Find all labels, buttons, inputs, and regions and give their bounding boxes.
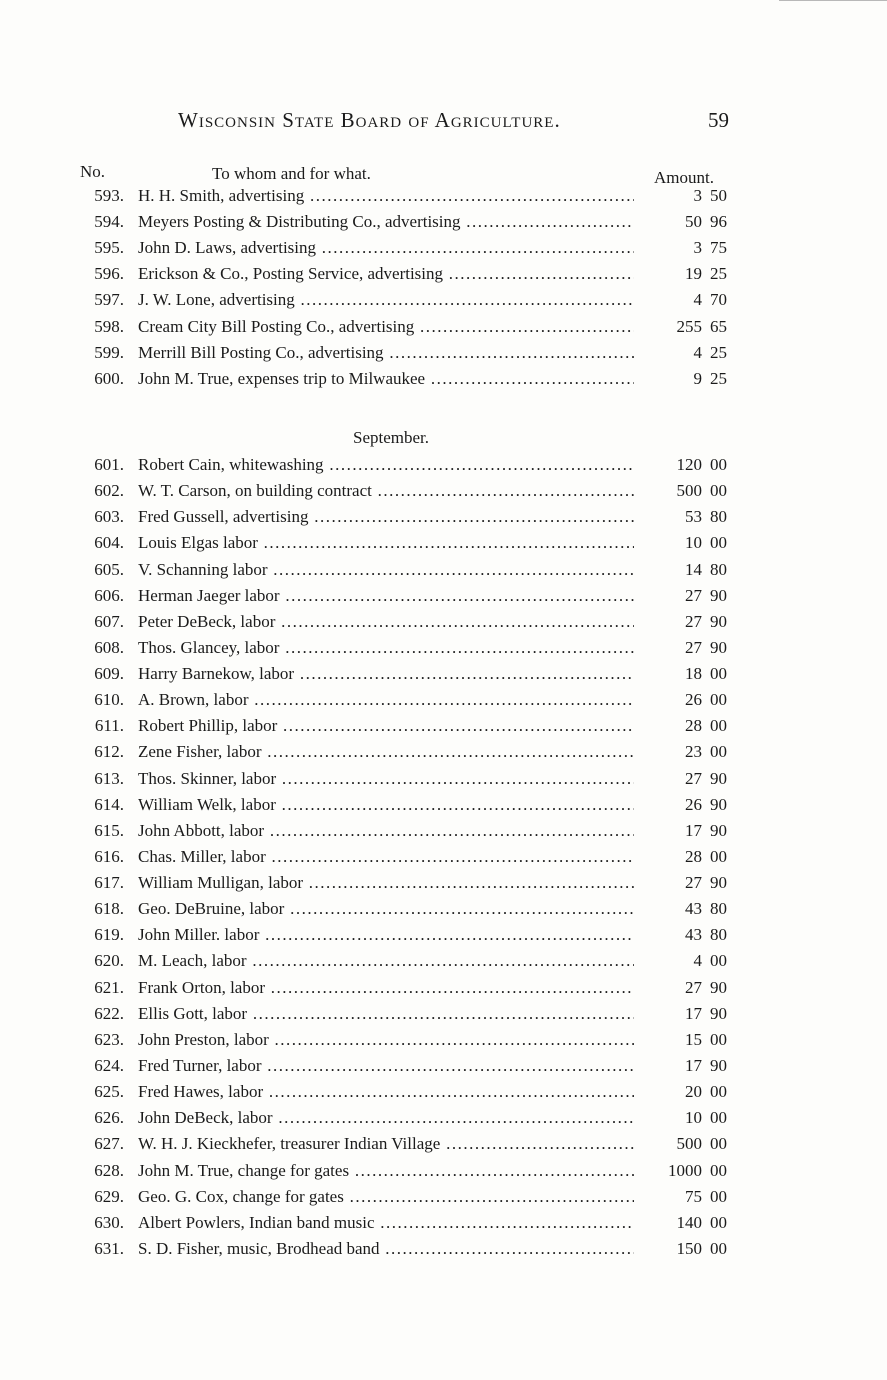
ledger-row <box>0 455 887 481</box>
entry-number: 600. <box>94 368 124 388</box>
entry-description: Thos. Glancey, labor ..... <box>138 638 634 658</box>
entry-number: 618. <box>94 899 124 919</box>
entry-description: S. D. Fisher, music, Brodhead band ..... <box>138 1239 634 1259</box>
amount-cents: 00 <box>710 846 727 866</box>
amount-dollars: 3 <box>693 186 702 205</box>
amount-dollars: 255 <box>676 316 702 336</box>
amount-cents: 90 <box>710 873 727 893</box>
page-number: 59 <box>708 108 729 132</box>
entry-number: 626. <box>94 1108 124 1128</box>
ledger-row <box>0 1030 887 1056</box>
amount-cents: 90 <box>710 820 727 840</box>
amount-cents: 00 <box>710 481 727 501</box>
amount-dollars: 23 <box>685 742 702 762</box>
entry-number: 615. <box>94 820 124 840</box>
entry-description: Fred Gussell, advertising ..... <box>138 507 634 527</box>
entry-number: 604. <box>94 533 124 553</box>
entry-description: John Abbott, labor ..... <box>138 821 634 841</box>
amount-cents: 90 <box>710 1055 727 1075</box>
entry-number: 594. <box>94 212 124 232</box>
amount-dollars: 10 <box>685 533 702 553</box>
entry-description: Frank Orton, labor ..... <box>138 978 634 998</box>
entry-number: 607. <box>94 611 124 631</box>
amount-cents: 90 <box>710 794 727 814</box>
amount-dollars: 4 <box>693 290 702 310</box>
entry-description: John M. True, change for gates ..... <box>138 1161 634 1181</box>
amount-dollars: 500 <box>676 481 702 501</box>
entry-description: John Preston, labor ..... <box>138 1030 634 1050</box>
entry-number: 609. <box>94 664 124 684</box>
amount-cents: 90 <box>710 585 727 605</box>
amount-cents: 00 <box>710 1082 727 1102</box>
entry-description: A. Brown, labor ..... <box>138 690 634 710</box>
amount-cents: 00 <box>710 1029 727 1049</box>
ledger-row <box>0 716 887 742</box>
entry-number: 619. <box>94 925 124 945</box>
entry-description: John D. Laws, advertising ..... <box>138 238 634 258</box>
entry-number: 631. <box>94 1238 124 1258</box>
ledger-row <box>0 664 887 690</box>
amount-dollars: 9 <box>693 368 702 388</box>
entry-description: H. H. Smith, advertising ..... <box>138 186 634 206</box>
amount-cents: 00 <box>710 951 727 971</box>
entry-description: M. Leach, labor ..... <box>138 951 634 971</box>
entry-number: 620. <box>94 951 124 971</box>
amount-cents: 00 <box>710 1212 727 1232</box>
entry-description: John DeBeck, labor ..... <box>138 1108 634 1128</box>
amount-cents: 80 <box>710 507 727 527</box>
entry-number: 625. <box>94 1082 124 1102</box>
amount-dollars: 50 <box>685 212 702 232</box>
amount-dollars: 15 <box>685 1029 702 1049</box>
entry-number: 623. <box>94 1029 124 1049</box>
amount-cents: 00 <box>710 533 727 553</box>
ledger-row <box>0 533 887 559</box>
running-head: Wisconsin State Board of Agriculture. <box>178 108 561 132</box>
entry-number: 598. <box>94 316 124 336</box>
page-header <box>0 108 887 138</box>
entry-description: J. W. Lone, advertising ..... <box>138 290 634 310</box>
ledger-row <box>0 1239 887 1265</box>
entry-description: Herman Jaeger labor ..... <box>138 586 634 606</box>
ledger-row <box>0 343 887 369</box>
ledger-row <box>0 1161 887 1187</box>
entry-number: 613. <box>94 768 124 788</box>
amount-dollars: 10 <box>685 1108 702 1128</box>
entry-description: Fred Hawes, labor ..... <box>138 1082 634 1102</box>
entry-number: 622. <box>94 1003 124 1023</box>
amount-cents: 00 <box>710 716 727 736</box>
amount-dollars: 27 <box>685 637 702 657</box>
ledger-row <box>0 586 887 612</box>
amount-dollars: 75 <box>685 1186 702 1206</box>
ledger-row <box>0 1082 887 1108</box>
entry-number: 627. <box>94 1134 124 1154</box>
ledger-row <box>0 1056 887 1082</box>
ledger-row <box>0 264 887 290</box>
entry-description: Thos. Skinner, labor ..... <box>138 769 634 789</box>
ledger-row <box>0 742 887 768</box>
amount-dollars: 28 <box>685 846 702 866</box>
amount-cents: 00 <box>710 1160 727 1180</box>
amount-cents: 75 <box>710 238 727 258</box>
entry-number: 628. <box>94 1160 124 1180</box>
amount-dollars: 43 <box>685 899 702 919</box>
entry-description: Ellis Gott, labor ..... <box>138 1004 634 1024</box>
ledger-row <box>0 290 887 316</box>
entry-number: 617. <box>94 873 124 893</box>
ledger-row <box>0 847 887 873</box>
amount-dollars: 140 <box>676 1212 702 1232</box>
amount-cents: 80 <box>710 899 727 919</box>
amount-dollars: 53 <box>685 507 702 527</box>
amount-cents: 00 <box>710 1186 727 1206</box>
entry-description: Zene Fisher, labor ..... <box>138 742 634 762</box>
entry-description: Geo. G. Cox, change for gates ..... <box>138 1187 634 1207</box>
column-headers <box>0 162 887 188</box>
ledger-row <box>0 369 887 395</box>
amount-dollars: 150 <box>676 1238 702 1258</box>
amount-dollars: 14 <box>685 559 702 579</box>
ledger-row <box>0 638 887 664</box>
entry-number: 611. <box>94 716 124 736</box>
amount-cents: 65 <box>710 316 727 336</box>
amount-dollars: 17 <box>685 820 702 840</box>
amount-cents: 00 <box>710 1238 727 1258</box>
entry-number: 602. <box>94 481 124 501</box>
amount-dollars: 27 <box>685 611 702 631</box>
amount-cents: 00 <box>710 690 727 710</box>
entry-number: 606. <box>94 585 124 605</box>
entry-description: W. H. J. Kieckhefer, treasurer Indian Village ..... <box>138 1134 634 1154</box>
month-heading: September. <box>353 428 430 447</box>
ledger-row <box>0 560 887 586</box>
ledger-row <box>0 1134 887 1160</box>
entry-number: 614. <box>94 794 124 814</box>
amount-dollars: 27 <box>685 977 702 997</box>
amount-cents: 96 <box>710 212 727 232</box>
amount-cents: 00 <box>710 1134 727 1154</box>
amount-dollars: 18 <box>685 664 702 684</box>
entry-description: John M. True, expenses trip to Milwaukee ..... <box>138 369 634 389</box>
ledger-row <box>0 1108 887 1134</box>
entry-description: Geo. DeBruine, labor ..... <box>138 899 634 919</box>
entry-number: 612. <box>94 742 124 762</box>
entry-description: Louis Elgas labor ..... <box>138 533 634 553</box>
entry-description: Fred Turner, labor ..... <box>138 1056 634 1076</box>
entry-number: 597. <box>94 290 124 310</box>
entry-number: 595. <box>94 238 124 258</box>
entry-description: W. T. Carson, on building contract ..... <box>138 481 634 501</box>
amount-dollars: 4 <box>693 951 702 971</box>
amount-cents: 90 <box>710 1003 727 1023</box>
entry-description: William Welk, labor ..... <box>138 795 634 815</box>
entry-number: 624. <box>94 1055 124 1075</box>
entry-description: Peter DeBeck, labor ..... <box>138 612 634 632</box>
ledger-row <box>0 186 887 212</box>
ledger-row <box>0 212 887 238</box>
amount-dollars: 500 <box>676 1134 702 1154</box>
amount-cents: 00 <box>710 742 727 762</box>
entry-description: Merrill Bill Posting Co., advertising ..... <box>138 343 634 363</box>
ledger-row <box>0 951 887 977</box>
amount-cents: 00 <box>710 664 727 684</box>
entry-description: Harry Barnekow, labor ..... <box>138 664 634 684</box>
amount-cents: 90 <box>710 768 727 788</box>
entry-description: Albert Powlers, Indian band music ..... <box>138 1213 634 1233</box>
amount-dollars: 4 <box>693 342 702 362</box>
amount-dollars: 17 <box>685 1055 702 1075</box>
amount-dollars: 27 <box>685 768 702 788</box>
amount-dollars: 28 <box>685 716 702 736</box>
entry-description: Robert Cain, whitewashing ..... <box>138 455 634 475</box>
amount-cents: 80 <box>710 559 727 579</box>
amount-cents: 00 <box>710 1108 727 1128</box>
column-header-amount: Amount. <box>654 168 714 187</box>
ledger-row <box>0 925 887 951</box>
entry-number: 608. <box>94 637 124 657</box>
amount-dollars: 43 <box>685 925 702 945</box>
entry-number: 629. <box>94 1186 124 1206</box>
ledger-row <box>0 612 887 638</box>
ledger-row <box>0 795 887 821</box>
amount-dollars: 27 <box>685 873 702 893</box>
entry-description: Meyers Posting & Distributing Co., advertising ..... <box>138 212 634 232</box>
ledger-row <box>0 1004 887 1030</box>
amount-cents: 25 <box>710 368 727 388</box>
amount-dollars: 1000 <box>668 1160 702 1180</box>
amount-cents: 70 <box>710 290 727 310</box>
ledger-row <box>0 507 887 533</box>
entry-number: 603. <box>94 507 124 527</box>
ledger-row <box>0 317 887 343</box>
amount-cents: 90 <box>710 637 727 657</box>
amount-cents: 00 <box>710 455 727 474</box>
ledger-row <box>0 821 887 847</box>
column-header-no: No. <box>80 162 106 181</box>
entry-number: 610. <box>94 690 124 710</box>
entry-number: 593. <box>94 186 124 205</box>
entry-description: V. Schanning labor ..... <box>138 560 634 580</box>
ledger-row <box>0 978 887 1004</box>
amount-cents: 80 <box>710 925 727 945</box>
amount-cents: 90 <box>710 611 727 631</box>
column-header-description: To whom and for what. <box>212 164 371 183</box>
entry-description: Erickson & Co., Posting Service, advertising ..... <box>138 264 634 284</box>
amount-dollars: 26 <box>685 690 702 710</box>
entry-number: 630. <box>94 1212 124 1232</box>
entry-number: 621. <box>94 977 124 997</box>
amount-cents: 90 <box>710 977 727 997</box>
entry-description: John Miller. labor ..... <box>138 925 634 945</box>
ledger-row <box>0 873 887 899</box>
entry-number: 616. <box>94 846 124 866</box>
amount-dollars: 20 <box>685 1082 702 1102</box>
entry-number: 599. <box>94 342 124 362</box>
amount-cents: 50 <box>710 186 727 205</box>
ledger-row <box>0 1187 887 1213</box>
entry-number: 601. <box>94 455 124 474</box>
ledger-row <box>0 238 887 264</box>
entry-description: Cream City Bill Posting Co., advertising ..... <box>138 317 634 337</box>
amount-dollars: 19 <box>685 264 702 284</box>
ledger-row <box>0 481 887 507</box>
amount-cents: 25 <box>710 342 727 362</box>
amount-dollars: 3 <box>693 238 702 258</box>
ledger-row <box>0 1213 887 1239</box>
entry-description: Robert Phillip, labor ..... <box>138 716 634 736</box>
top-edge-rule <box>779 0 887 1</box>
amount-dollars: 26 <box>685 794 702 814</box>
amount-cents: 25 <box>710 264 727 284</box>
ledger-row <box>0 769 887 795</box>
amount-dollars: 27 <box>685 585 702 605</box>
entry-description: William Mulligan, labor ..... <box>138 873 634 893</box>
entry-description: Chas. Miller, labor ..... <box>138 847 634 867</box>
entry-number: 596. <box>94 264 124 284</box>
ledger-row <box>0 690 887 716</box>
amount-dollars: 17 <box>685 1003 702 1023</box>
amount-dollars: 120 <box>676 455 702 474</box>
ledger-row <box>0 899 887 925</box>
entry-number: 605. <box>94 559 124 579</box>
